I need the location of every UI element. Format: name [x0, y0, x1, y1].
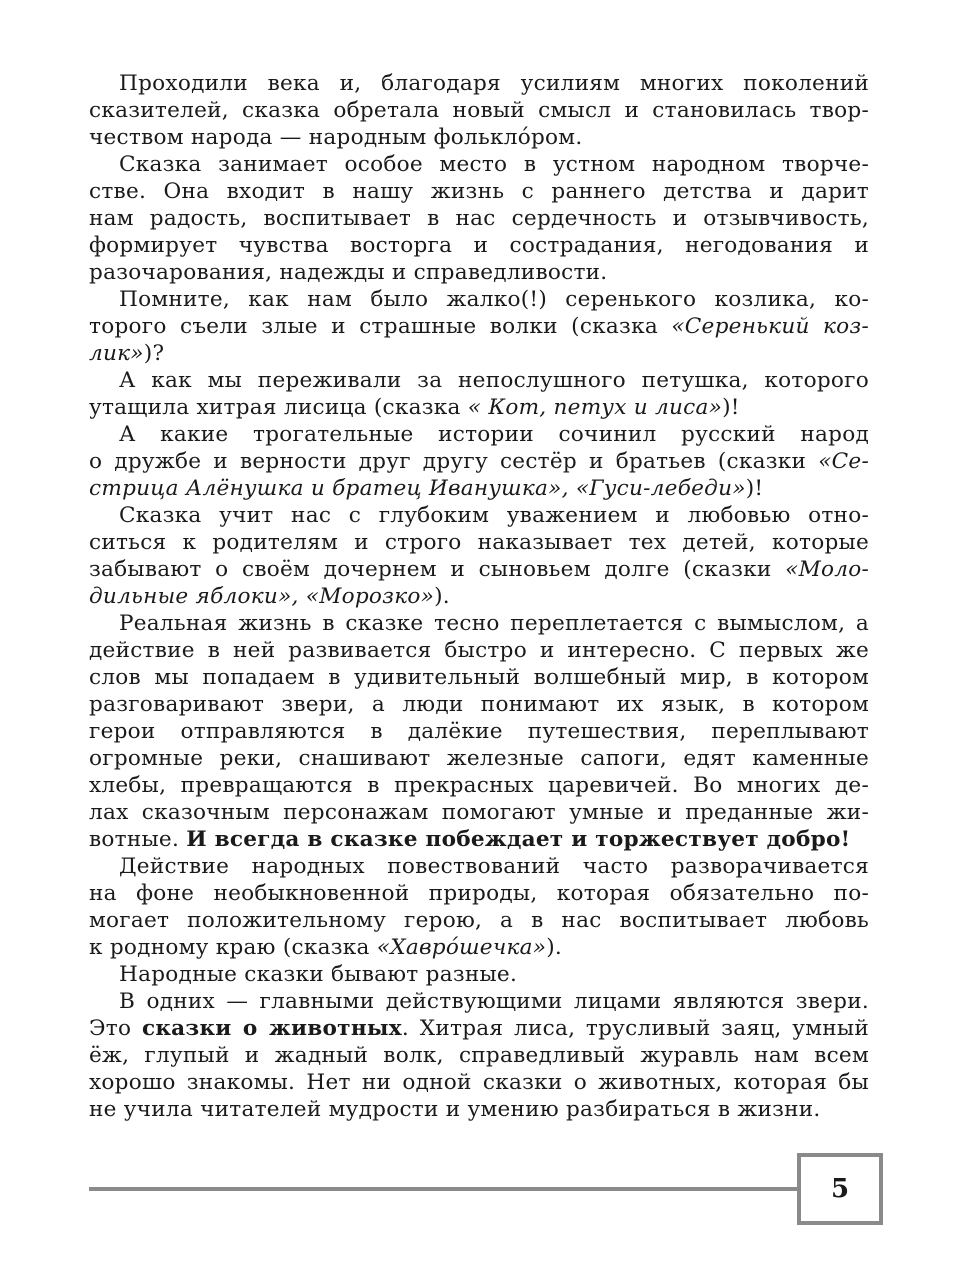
- text-line: хорошо знакомы. Нет ни одной сказки о животных, которая бы: [89, 1070, 869, 1095]
- text-line: Проходили века и, благодаря усилиям многих поколений: [119, 71, 869, 96]
- tale-title: «Хавро́шечка»: [376, 935, 547, 960]
- text-line: формирует чувства восторга и сострадания, негодования и: [89, 233, 869, 258]
- text-run: утащила хитрая лисица (сказка: [89, 395, 468, 420]
- text-line: Сказка учит нас с глубоким уважением и любовью отно-: [119, 503, 869, 528]
- paragraph-5: [89, 421, 869, 502]
- emphasis-text: И всегда в сказке побеждает и торжествует добро!: [186, 827, 851, 852]
- text-line: [89, 556, 869, 583]
- tale-title: « Кот, петух и лиса»: [467, 395, 723, 420]
- footer-rule: [89, 1187, 797, 1191]
- text-line: Сказка занимает особое место в устном народном творче-: [119, 152, 869, 177]
- tale-title: «Моло-: [785, 557, 869, 582]
- paragraph-2: [89, 151, 869, 286]
- text-run: )!: [722, 395, 740, 420]
- text-run: вотные.: [89, 827, 187, 852]
- text-run: )!: [745, 476, 764, 501]
- text-line: разговаривают звери, а люди понимают их язык, в котором: [89, 692, 869, 717]
- text-line: могает положительному герою, а в нас воспитывает любовь: [89, 908, 869, 933]
- text-line: [89, 448, 869, 475]
- text-line: нам радость, воспитывает в нас сердечность и отзывчивость,: [89, 206, 869, 231]
- paragraph-8: [89, 853, 869, 961]
- text-line: герои отправляются в далёкие путешествия, переплывают: [89, 719, 869, 744]
- text-line: [89, 1015, 869, 1042]
- text-line: Помните, как нам было жалко(!) серенького козлика, ко-: [119, 287, 869, 312]
- text-line: не учила читателей мудрости и умению разбираться в жизни.: [89, 1097, 821, 1122]
- text-run: . Хитрая лиса, трусливый заяц, умный: [401, 1016, 869, 1041]
- text-line: сказителей, сказка обретала новый смысл и становилась твор-: [89, 98, 869, 123]
- page-body-text: [89, 70, 869, 1123]
- text-line: Народные сказки бывают разные.: [119, 962, 518, 987]
- tale-title: лик»: [89, 341, 144, 366]
- text-line: огромные реки, снашивают железные сапоги, едят каменные: [89, 746, 869, 771]
- text-line: разочарования, надежды и справедливости.: [89, 260, 608, 285]
- text-line: [89, 313, 869, 340]
- text-line: Реальная жизнь в сказке тесно переплетается с вымыслом, а: [119, 611, 869, 636]
- text-line: А какие трогательные истории сочинил русский народ: [119, 422, 869, 447]
- text-line: на фоне необыкновенной природы, которая обязательно по-: [89, 881, 869, 906]
- text-run: торого съели злые и страшные волки (сказка: [89, 314, 672, 339]
- paragraph-6: [89, 502, 869, 610]
- text-line: действие в ней развивается быстро и интересно. С первых же: [89, 638, 869, 663]
- text-line: [89, 934, 869, 961]
- tale-title: «Се-: [818, 449, 869, 474]
- paragraph-1: [89, 70, 869, 151]
- text-line: [89, 394, 869, 421]
- paragraph-10: [89, 988, 869, 1123]
- tale-title: стрица Алёнушка и братец Иванушка», «Гуси-лебеди»: [89, 476, 746, 501]
- page-number: 5: [830, 1174, 850, 1204]
- paragraph-3: [89, 286, 869, 367]
- text-run: забывают о своём дочернем и сыновьем долге (сказки: [89, 557, 786, 582]
- text-run: о дружбе и верности друг другу сестёр и братьев (сказки: [89, 449, 819, 474]
- text-line: чеством народа — народным фолькло́ром.: [89, 125, 583, 150]
- paragraph-7: [89, 610, 869, 853]
- text-line: [89, 475, 869, 502]
- text-line: стве. Она входит в нашу жизнь с раннего детства и дарит: [89, 179, 869, 204]
- text-line: [89, 583, 869, 610]
- text-run: )?: [143, 341, 165, 366]
- text-run: к родному краю (сказка: [89, 935, 377, 960]
- text-line: ситься к родителям и строго наказывает тех детей, которые: [89, 530, 869, 555]
- text-line: лах сказочным персонажам помогают умные и преданные жи-: [89, 800, 869, 825]
- text-line: ёж, глупый и жадный волк, справедливый журавль нам всем: [89, 1043, 869, 1068]
- text-line: хлебы, превращаются в прекрасных царевичей. Во многих де-: [89, 773, 869, 798]
- text-run: Это: [89, 1016, 142, 1041]
- text-line: слов мы попадаем в удивительный волшебный мир, в котором: [89, 665, 869, 690]
- paragraph-4: [89, 367, 869, 421]
- paragraph-9: [89, 961, 869, 988]
- text-line: В одних — главными действующими лицами являются звери.: [119, 989, 869, 1014]
- text-line: А как мы переживали за непослушного петушка, которого: [119, 368, 869, 393]
- tale-title: дильные яблоки», «Морозко»: [89, 584, 435, 609]
- text-line: [89, 826, 869, 853]
- text-run: ).: [434, 584, 450, 609]
- text-line: Действие народных повествований часто разворачивается: [119, 854, 869, 879]
- text-line: [89, 340, 869, 367]
- emphasis-text: сказки о животных: [141, 1016, 402, 1041]
- page-number-box: [797, 1153, 883, 1225]
- text-run: ).: [546, 935, 563, 960]
- tale-title: «Серенький коз-: [671, 314, 869, 339]
